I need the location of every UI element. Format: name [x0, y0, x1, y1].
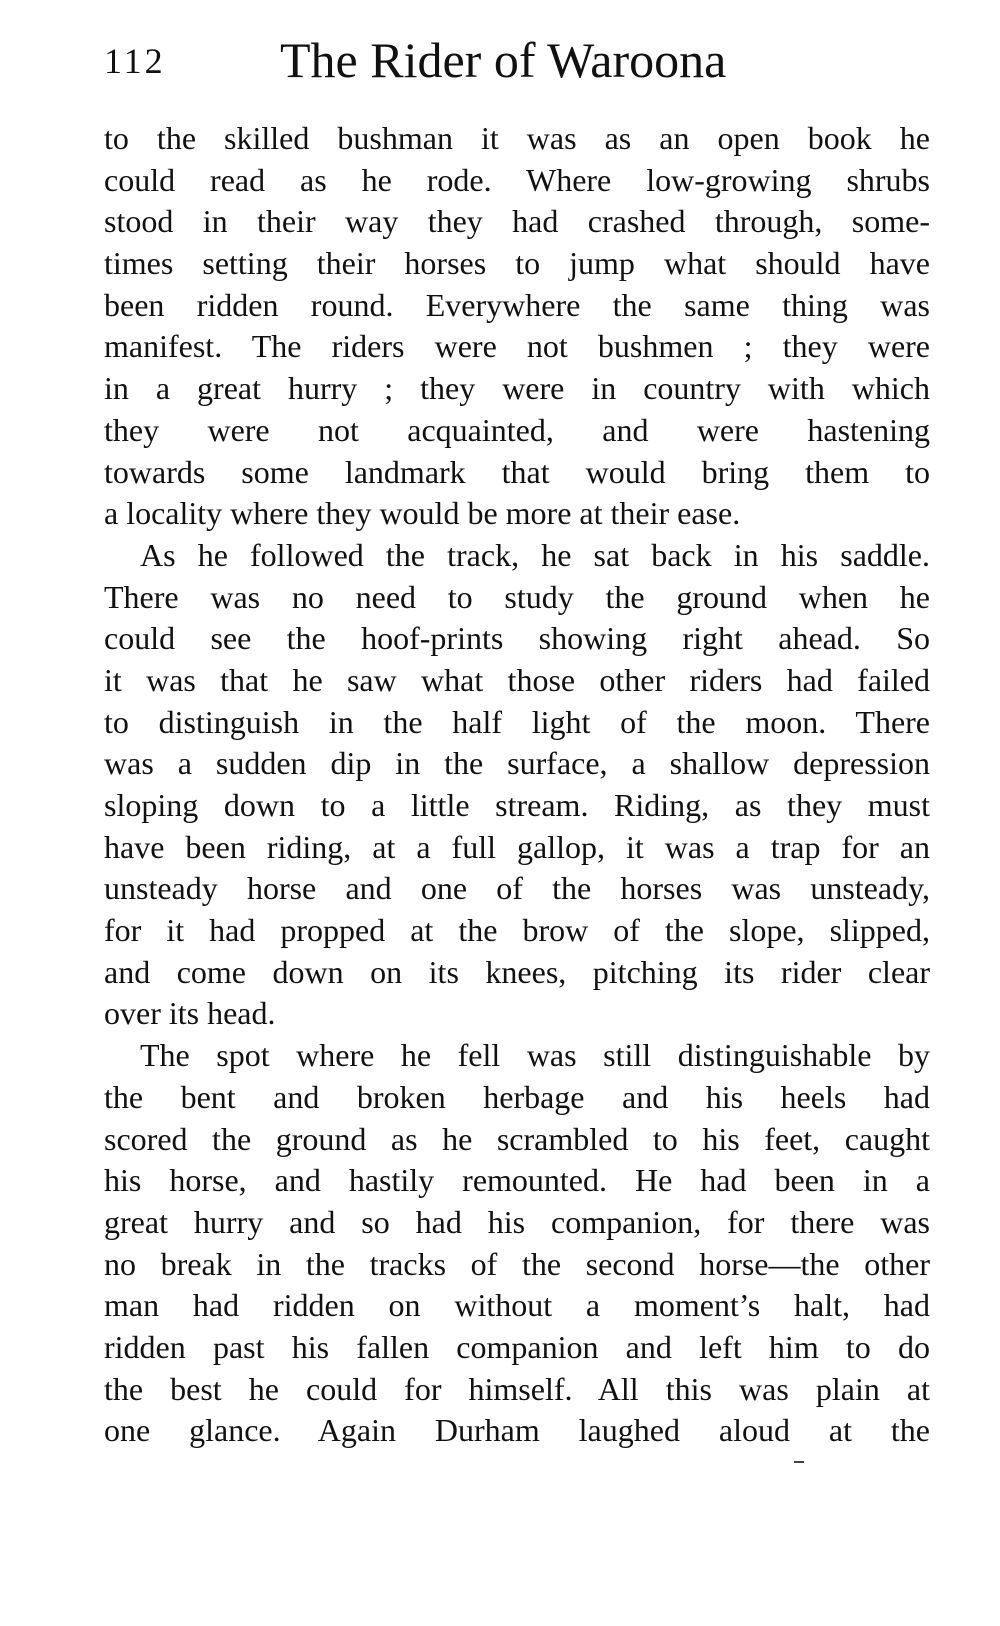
text-line: As he followed the track, he sat back in his saddle. — [140, 536, 930, 573]
text-line: towards some landmark that would bring them to — [104, 453, 930, 490]
text-line: one glance. Again Durham laughed aloud at the — [104, 1412, 930, 1449]
text-line: manifest. The riders were not bushmen ; they were — [104, 328, 930, 365]
text-line: times setting their horses to jump what should have — [104, 245, 930, 282]
text-line: they were not acquainted, and were hastening — [104, 411, 930, 448]
text-line: the best he could for himself. All this was plain at — [104, 1370, 930, 1407]
text-line: been ridden round. Everywhere the same thing was — [104, 286, 930, 323]
text-line: The spot where he fell was still distinguishable by — [140, 1037, 930, 1074]
text-line: to distinguish in the half light of the moon. There — [104, 703, 930, 740]
text-line: was a sudden dip in the surface, a shallow depression — [104, 745, 930, 782]
text-line: great hurry and so had his companion, for there was — [104, 1203, 930, 1240]
page-header — [104, 30, 944, 100]
text-line: the bent and broken herbage and his heels had — [104, 1078, 930, 1115]
text-line: and come down on its knees, pitching its rider clear — [104, 953, 930, 990]
text-line: for it had propped at the brow of the slope, slipped, — [104, 912, 930, 949]
print-mark — [794, 1461, 804, 1463]
text-line: ridden past his fallen companion and left him to do — [104, 1328, 930, 1365]
text-line: no break in the tracks of the second horse—the other — [104, 1245, 930, 1282]
text-line: a locality where they would be more at their ease. — [104, 495, 741, 532]
text-line: his horse, and hastily remounted. He had been in a — [104, 1162, 930, 1199]
text-line: could read as he rode. Where low-growing shrubs — [104, 161, 930, 198]
text-line: in a great hurry ; they were in country with which — [104, 370, 930, 407]
text-line: to the skilled bushman it was as an open book he — [104, 120, 930, 156]
text-line: scored the ground as he scrambled to his feet, caught — [104, 1120, 930, 1157]
page-number: 112 — [104, 41, 166, 81]
text-line: over its head. — [104, 995, 276, 1032]
text-line: sloping down to a little stream. Riding, as they must — [104, 787, 930, 823]
text-line: man had ridden on without a moment’s halt, had — [104, 1287, 930, 1324]
running-title: The Rider of Waroona — [280, 32, 727, 88]
text-line: it was that he saw what those other riders had failed — [104, 661, 930, 698]
text-line: unsteady horse and one of the horses was unsteady, — [104, 870, 930, 907]
text-line: stood in their way they had crashed through, some- — [104, 203, 930, 240]
text-line: There was no need to study the ground when he — [104, 578, 930, 615]
body-text — [104, 118, 930, 1452]
text-line: could see the hoof-prints showing right ahead. So — [104, 620, 930, 657]
text-line: have been riding, at a full gallop, it was a trap for an — [104, 828, 930, 865]
